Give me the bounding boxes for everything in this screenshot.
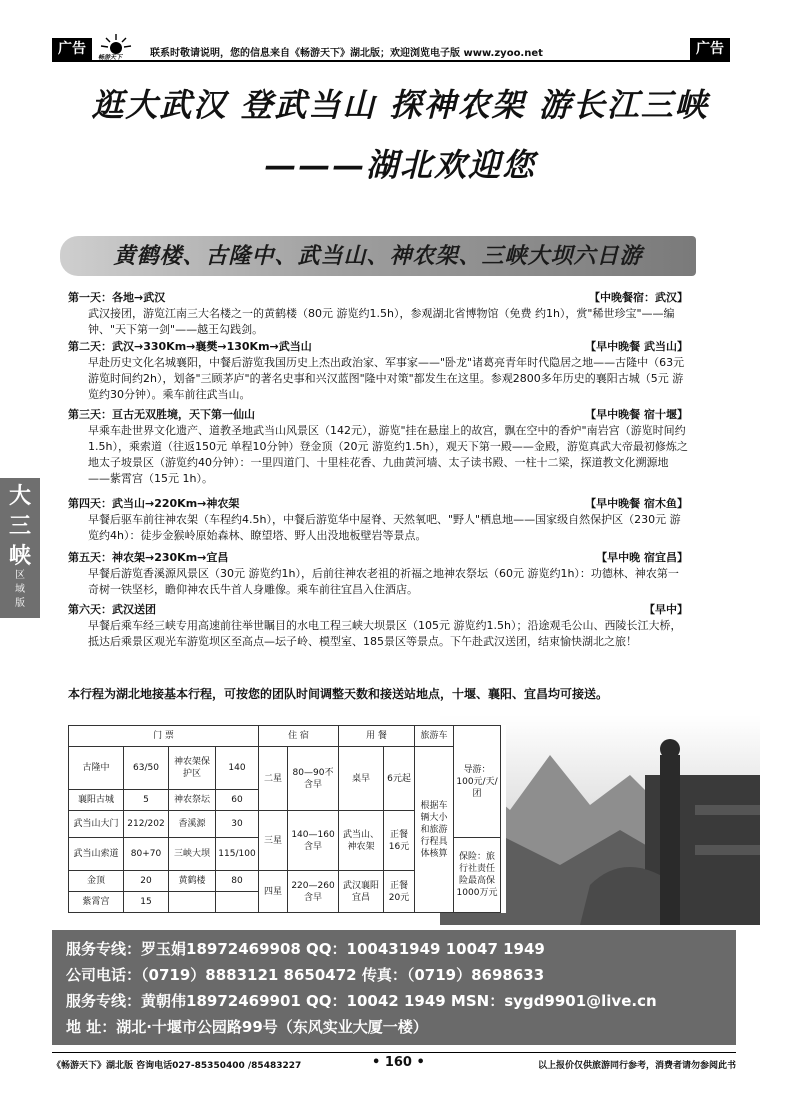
logo-text: 畅游天下 <box>98 54 123 61</box>
day-title: 第三天：亘古无双胜境，天下第一仙山 <box>68 408 255 421</box>
table-header-stay: 住 宿 <box>259 726 339 747</box>
stay-star: 四星 <box>259 871 288 913</box>
itinerary-day-1 <box>68 290 688 338</box>
meal-price: 正餐20元 <box>384 871 415 913</box>
meal-price: 正餐16元 <box>384 811 415 871</box>
ad-tag-left: 广告 <box>52 38 92 60</box>
meal-place: 武当山、神农架 <box>339 811 384 871</box>
day-meal: 【早中晚餐 武当山】 <box>585 340 688 353</box>
contact-line-4 <box>66 1016 428 1037</box>
ticket-price: 80+70 <box>124 838 169 871</box>
contact-line-3 <box>66 990 657 1011</box>
day-text: 武汉接团，游览江南三大名楼之一的黄鹤楼（80元 游览约1.5h），参观湖北省博物馆（免费 约1h），赏"稀世珍宝"——编钟、"天下第一剑"——越王勾践剑。 <box>88 307 675 336</box>
table-empty-cell <box>501 892 506 913</box>
table-guide-fee: 导游：100元/天/团 <box>454 726 501 838</box>
car-note: 根据车辆大小和旅游行程具体核算 <box>415 747 454 913</box>
price-table <box>68 725 506 913</box>
ticket-name <box>169 892 216 913</box>
itinerary-day-6 <box>68 602 688 650</box>
itinerary-day-3 <box>68 407 688 487</box>
tour-title: 黄鹤楼、古隆中、武当山、神农架、三峡大坝六日游 <box>113 243 643 269</box>
ticket-name: 神农架保护区 <box>169 747 216 790</box>
page-footer <box>52 1052 736 1075</box>
stay-price: 220—260含早 <box>288 871 339 913</box>
side-section-tab <box>0 478 40 618</box>
day-meal: 【早中晚 宿宜昌】 <box>596 551 688 564</box>
day-text: 早乘车赴世界文化遗产、道教圣地武当山风景区（142元），游览"挂在悬崖上的故宫，飘在空中的香炉"南岩宫（游览时间约1.5h），乘索道（往返150元 单程10分钟）登金顶（20元 游览约1.5h），观天下第一殿——金殿，游览真武大帝最初修炼之地太子坡景区（游览约40分钟）：一里四道门、十里桂花香、九曲黄河墙、太子读书殿、一柱十二梁，探道教文化溯源地——紫霄宫（15元 1h）。 <box>88 424 688 485</box>
tour-banner <box>60 236 696 276</box>
itinerary-day-2 <box>68 339 688 403</box>
footer-disclaimer: 以上报价仅供旅游同行参考，消费者请勿参阅此书 <box>537 1061 736 1071</box>
headline-main: 逛大武汉 登武当山 探神农架 游长江三峡 <box>91 86 709 124</box>
day-title: 第一天：各地→武汉 <box>68 291 166 304</box>
contact-label: 服务专线： <box>66 940 142 958</box>
itinerary-day-4 <box>68 496 688 544</box>
page-number: • 160 • <box>372 1055 425 1070</box>
stay-star: 三星 <box>259 811 288 871</box>
ticket-price: 30 <box>216 811 259 838</box>
day-title: 第二天：武汉→330Km→襄樊→130Km→武当山 <box>68 340 312 353</box>
stay-star: 二星 <box>259 747 288 811</box>
day-title: 第四天：武当山→220Km→神农架 <box>68 497 240 510</box>
meal-place: 武汉襄阳宜昌 <box>339 871 384 913</box>
ticket-price: 60 <box>216 790 259 811</box>
table-header-car: 旅游车 <box>415 726 454 747</box>
contact-line-1 <box>66 938 545 959</box>
itinerary-day-5 <box>68 550 688 598</box>
meal-place: 桌早 <box>339 747 384 811</box>
side-big-char-1: 大 <box>8 483 31 509</box>
side-big-char-2: 三 <box>8 513 31 539</box>
ticket-price: 140 <box>216 747 259 790</box>
itinerary-summary: 本行程为湖北地接基本行程，可按您的团队时间调整天数和接送站地点，十堰、襄阳、宜昌均可接送。 <box>68 687 609 701</box>
stay-price: 140—160含早 <box>288 811 339 871</box>
ticket-name: 武当山大门 <box>69 811 124 838</box>
ticket-name: 金顶 <box>69 871 124 892</box>
ticket-price: 212/202 <box>124 811 169 838</box>
stay-price: 80—90不含早 <box>288 747 339 811</box>
day-text: 早餐后乘车经三峡专用高速前往举世瞩目的水电工程三峡大坝景区（105元 游览约1.5h）；沿途观毛公山、西陵长江大桥，抵达后乘景区观光车游览坝区至高点—坛子岭、模型室、185景区等景点。下午赴武汉送团，结束愉快湖北之旅！ <box>88 619 682 648</box>
top-bar <box>52 38 730 62</box>
ad-tag-right: 广告 <box>690 38 730 60</box>
side-small-char-3: 版 <box>15 598 25 609</box>
footer-publisher: 《畅游天下》湖北版 咨询电话027-85350400 /85483227 <box>52 1061 302 1071</box>
ticket-price: 63/50 <box>124 747 169 790</box>
contact-value: 湖北·十堰市公园路99号（东风实业大厦一楼） <box>116 1018 428 1036</box>
contact-value: （0719）8883121 8650472 传真：（0719）8698633 <box>141 966 545 984</box>
contact-block <box>52 930 736 1045</box>
ticket-price: 115/100 <box>216 838 259 871</box>
day-meal: 【早中】 <box>644 603 688 616</box>
ticket-name: 古隆中 <box>69 747 124 790</box>
day-text: 早餐后游览香溪源风景区（30元 游览约1h），后前往神农老祖的祈福之地神农祭坛（60元 游览约1h）：功德林、神农第一奇树一铁坚杉，瞻仰神农氏牛首人身雕像。乘车前往宜昌入住酒店。 <box>88 567 679 596</box>
table-insurance: 保险：旅行社责任险最高保1000万元 <box>454 838 501 913</box>
day-title: 第六天：武汉送团 <box>68 603 156 616</box>
contact-label: 地 址： <box>66 1018 117 1036</box>
ticket-price: 20 <box>124 871 169 892</box>
ticket-price: 15 <box>124 892 169 913</box>
headline-welcome: ———湖北欢迎您 <box>263 146 536 184</box>
ticket-name: 黄鹤楼 <box>169 871 216 892</box>
day-meal: 【早中晚餐 宿木鱼】 <box>585 497 688 510</box>
ticket-price <box>216 892 259 913</box>
contact-label: 公司电话： <box>66 966 142 984</box>
day-text: 早赴历史文化名城襄阳，中餐后游览我国历史上杰出政治家、军事家——"卧龙"诸葛亮青年时代隐居之地——古隆中（63元 游览时间约2h），划备"三顾茅庐"的著名史事和兴汉蓝图"隆中对策"都发生在这里。参观2800多年历史的襄阳古城（5元 游览约30分钟）。乘车前往武当山。 <box>88 356 685 401</box>
table-header-ticket: 门 票 <box>69 726 259 747</box>
table-header-meal: 用 餐 <box>339 726 415 747</box>
day-meal: 【中晚餐宿：武汉】 <box>589 291 688 304</box>
side-big-char-3: 峡 <box>8 543 31 569</box>
ticket-name: 紫霄宫 <box>69 892 124 913</box>
contact-value: 黄朝伟18972469901 QQ：10042 1949 MSN：sygd9901@live.cn <box>141 992 657 1010</box>
day-text: 早餐后驱车前往神农架（车程约4.5h），中餐后游览华中屋脊、天然氧吧、"野人"栖息地——国家级自然保护区（230元 游览约4h）：徒步金猴岭原始森林、瞭望塔、野人出没地板壁岩等景点。 <box>88 513 681 542</box>
ticket-price: 80 <box>216 871 259 892</box>
header-note: 联系时敬请说明，您的信息来自《畅游天下》湖北版；欢迎浏览电子版 www.zyoo.net <box>150 48 543 59</box>
side-small-char-1: 区 <box>15 570 25 581</box>
contact-line-2 <box>66 964 544 985</box>
side-small-char-2: 域 <box>15 584 25 595</box>
ticket-name: 香溪源 <box>169 811 216 838</box>
day-meal: 【早中晚餐 宿十堰】 <box>585 408 688 421</box>
ticket-name: 三峡大坝 <box>169 838 216 871</box>
ticket-price: 5 <box>124 790 169 811</box>
contact-label: 服务专线： <box>66 992 142 1010</box>
ticket-name: 武当山索道 <box>69 838 124 871</box>
contact-value: 罗玉娟18972469908 QQ：100431949 10047 1949 <box>141 940 545 958</box>
meal-price: 6元起 <box>384 747 415 811</box>
ticket-name: 神农祭坛 <box>169 790 216 811</box>
day-title: 第五天：神农架→230Km→宜昌 <box>68 551 229 564</box>
ticket-name: 襄阳古城 <box>69 790 124 811</box>
